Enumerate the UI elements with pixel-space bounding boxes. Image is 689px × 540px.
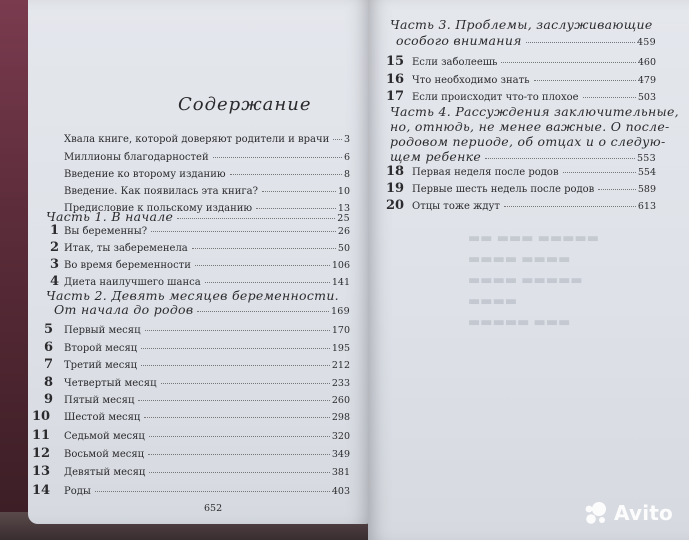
part-page: 25: [337, 213, 350, 224]
toc-entry[interactable]: [64, 169, 350, 180]
leader-dots: [563, 172, 636, 173]
chapter-page: 613: [637, 201, 656, 212]
leader-dots: [177, 218, 335, 219]
part-label: Часть 1. В начале: [46, 209, 174, 224]
chapter-row[interactable]: [50, 223, 350, 238]
chapter-number: 7: [44, 357, 54, 372]
left-page: [28, 0, 370, 524]
book-cover-edge: [0, 0, 30, 540]
part-heading[interactable]: [46, 209, 350, 224]
chapter-number: 8: [44, 375, 54, 390]
chapter-page: 381: [331, 467, 350, 478]
chapter-title: Первая неделя после родов: [412, 167, 559, 178]
part-label: От начала до родов: [54, 302, 194, 317]
toc-entry[interactable]: [64, 186, 350, 197]
chapter-title: Если заболеешь: [412, 57, 498, 68]
toc-entry-label: Миллионы благодарностей: [64, 152, 209, 163]
leader-dots: [205, 282, 330, 283]
toc-entry-page: 13: [337, 203, 350, 214]
chapter-row[interactable]: [386, 164, 656, 179]
leader-dots: [501, 62, 635, 63]
chapter-row[interactable]: [32, 446, 350, 461]
chapter-number: 11: [32, 428, 51, 443]
page-number: 652: [204, 503, 223, 514]
leader-dots: [262, 191, 336, 192]
right-page: [368, 0, 689, 540]
chapter-number: 17: [386, 89, 405, 104]
chapter-number: 2: [50, 240, 60, 255]
chapter-number: 4: [50, 274, 60, 289]
leader-dots: [192, 248, 336, 249]
chapter-page: 403: [331, 486, 350, 497]
chapter-title: Четвертый месяц: [64, 378, 157, 389]
leader-dots: [213, 157, 342, 158]
leader-dots: [141, 348, 330, 349]
chapter-row[interactable]: [44, 375, 350, 390]
chapter-number: 9: [44, 392, 54, 407]
chapter-number: 1: [50, 223, 60, 238]
chapter-row[interactable]: [44, 322, 350, 337]
chapter-title: Диета наилучшего шанса: [64, 277, 201, 288]
chapter-title: Девятый месяц: [64, 467, 146, 478]
chapter-page: 479: [637, 75, 656, 86]
leader-dots: [141, 365, 330, 366]
chapter-page: 170: [331, 325, 350, 336]
leader-dots: [333, 139, 342, 140]
chapter-row[interactable]: [50, 240, 350, 255]
chapter-page: 50: [337, 243, 350, 254]
chapter-title: Во время беременности: [64, 260, 191, 271]
chapter-title: Восьмой месяц: [64, 449, 145, 460]
part-heading-line3: родовом периоде, об отцах и о следую-: [390, 134, 666, 149]
part-heading[interactable]: [54, 302, 350, 317]
chapter-page: 349: [331, 449, 350, 460]
leader-dots: [161, 383, 330, 384]
leader-dots: [197, 311, 329, 312]
chapter-page: 195: [331, 343, 350, 354]
leader-dots: [504, 206, 636, 207]
leader-dots: [526, 42, 635, 43]
leader-dots: [148, 454, 330, 455]
chapter-page: 320: [331, 431, 350, 442]
chapter-page: 141: [331, 277, 350, 288]
chapter-row[interactable]: [50, 257, 350, 272]
chapter-row[interactable]: [32, 409, 350, 424]
chapter-page: 106: [331, 260, 350, 271]
part-heading-line2: но, отнюдь, не менее важные. О после-: [390, 119, 670, 134]
chapter-page: 212: [331, 360, 350, 371]
chapter-page: 554: [637, 167, 656, 178]
part-heading-line1: Часть 4. Рассуждения заключительные,: [390, 104, 679, 119]
chapter-title: Пятый месяц: [64, 395, 135, 406]
chapter-title: Второй месяц: [64, 343, 138, 354]
leader-dots: [145, 330, 330, 331]
leader-dots: [95, 491, 330, 492]
chapter-number: 13: [32, 464, 51, 479]
part-page: 169: [330, 306, 350, 317]
leader-dots: [230, 174, 342, 175]
part-heading-line1: Часть 3. Проблемы, заслуживающие: [390, 17, 653, 32]
part-heading[interactable]: [390, 149, 656, 164]
leader-dots: [151, 231, 336, 232]
chapter-title: Что необходимо знать: [412, 75, 530, 86]
show-through-text: ▬▬ ▬▬▬ ▬▬▬▬▬ ▬▬▬▬ ▬▬▬▬ ▬▬▬▬ ▬▬▬▬▬ ▬▬▬▬ ▬▬▬▬▬ ▬▬▬: [468, 231, 600, 330]
toc-entry-label: Предисловие к польскому изданию: [64, 203, 253, 214]
chapter-number: 19: [386, 181, 405, 196]
part-page: 553: [636, 153, 656, 164]
avito-watermark: [583, 500, 673, 526]
part-label: щем ребенке: [390, 149, 482, 164]
toc-entry-page: 3: [343, 134, 350, 145]
chapter-row[interactable]: [44, 357, 350, 372]
chapter-page: 503: [637, 92, 656, 103]
chapter-page: 298: [331, 412, 350, 423]
chapter-title: Итак, ты забеременела: [64, 243, 188, 254]
leader-dots: [149, 436, 330, 437]
leader-dots: [534, 80, 636, 81]
chapter-row[interactable]: [386, 198, 656, 213]
leader-dots: [195, 265, 330, 266]
toc-entry[interactable]: [64, 134, 350, 145]
chapter-title: Если происходит что-то плохое: [412, 92, 579, 103]
leader-dots: [144, 417, 329, 418]
part-label: особого внимания: [396, 33, 522, 48]
chapter-title: Первые шесть недель после родов: [412, 184, 595, 195]
chapter-row[interactable]: [386, 89, 656, 104]
avito-logo-icon: [583, 500, 609, 526]
leader-dots: [598, 189, 636, 190]
chapter-title: Роды: [64, 486, 91, 497]
chapter-row[interactable]: [44, 392, 350, 407]
toc-entry-page: 10: [337, 186, 350, 197]
chapter-row[interactable]: [50, 274, 350, 289]
part-heading[interactable]: [396, 33, 656, 48]
chapter-row[interactable]: [32, 464, 350, 479]
chapter-page: 460: [637, 57, 656, 68]
chapter-row[interactable]: [32, 428, 350, 443]
leader-dots: [485, 158, 635, 159]
chapter-number: 3: [50, 257, 60, 272]
part-page: 459: [636, 37, 656, 48]
chapter-title: Третий месяц: [64, 360, 138, 371]
toc-entry-label: Введение. Как появилась эта книга?: [64, 186, 258, 197]
chapter-page: 26: [337, 226, 350, 237]
avito-brand-text: Avito: [614, 501, 673, 525]
chapter-number: 16: [386, 72, 405, 87]
chapter-number: 12: [32, 446, 51, 461]
toc-entry-page: 6: [343, 152, 350, 163]
chapter-row[interactable]: [32, 483, 350, 498]
toc-title: Содержание: [178, 94, 312, 115]
chapter-page: 260: [331, 395, 350, 406]
chapter-title: Отцы тоже ждут: [412, 201, 500, 212]
chapter-title: Седьмой месяц: [64, 431, 145, 442]
leader-dots: [583, 97, 636, 98]
chapter-number: 5: [44, 322, 54, 337]
chapter-page: 589: [637, 184, 656, 195]
chapter-row[interactable]: [386, 181, 656, 196]
chapter-title: Шестой месяц: [64, 412, 141, 423]
leader-dots: [149, 472, 330, 473]
chapter-row[interactable]: [386, 54, 656, 69]
chapter-number: 6: [44, 340, 54, 355]
chapter-number: 14: [32, 483, 51, 498]
chapter-number: 20: [386, 198, 405, 213]
chapter-row[interactable]: [386, 72, 656, 87]
part-heading-line1: Часть 2. Девять месяцев беременности.: [46, 288, 339, 303]
chapter-number: 18: [386, 164, 405, 179]
leader-dots: [138, 400, 329, 401]
chapter-title: Первый месяц: [64, 325, 141, 336]
chapter-number: 10: [32, 409, 51, 424]
toc-entry[interactable]: [64, 152, 350, 163]
chapter-title: Вы беременны?: [64, 226, 148, 237]
toc-entry-label: Хвала книге, которой доверяют родители и врачи: [64, 134, 330, 145]
chapter-number: 15: [386, 54, 405, 69]
toc-entry-label: Введение ко второму изданию: [64, 169, 226, 180]
toc-entry-page: 8: [343, 169, 350, 180]
chapter-page: 233: [331, 378, 350, 389]
chapter-row[interactable]: [44, 340, 350, 355]
